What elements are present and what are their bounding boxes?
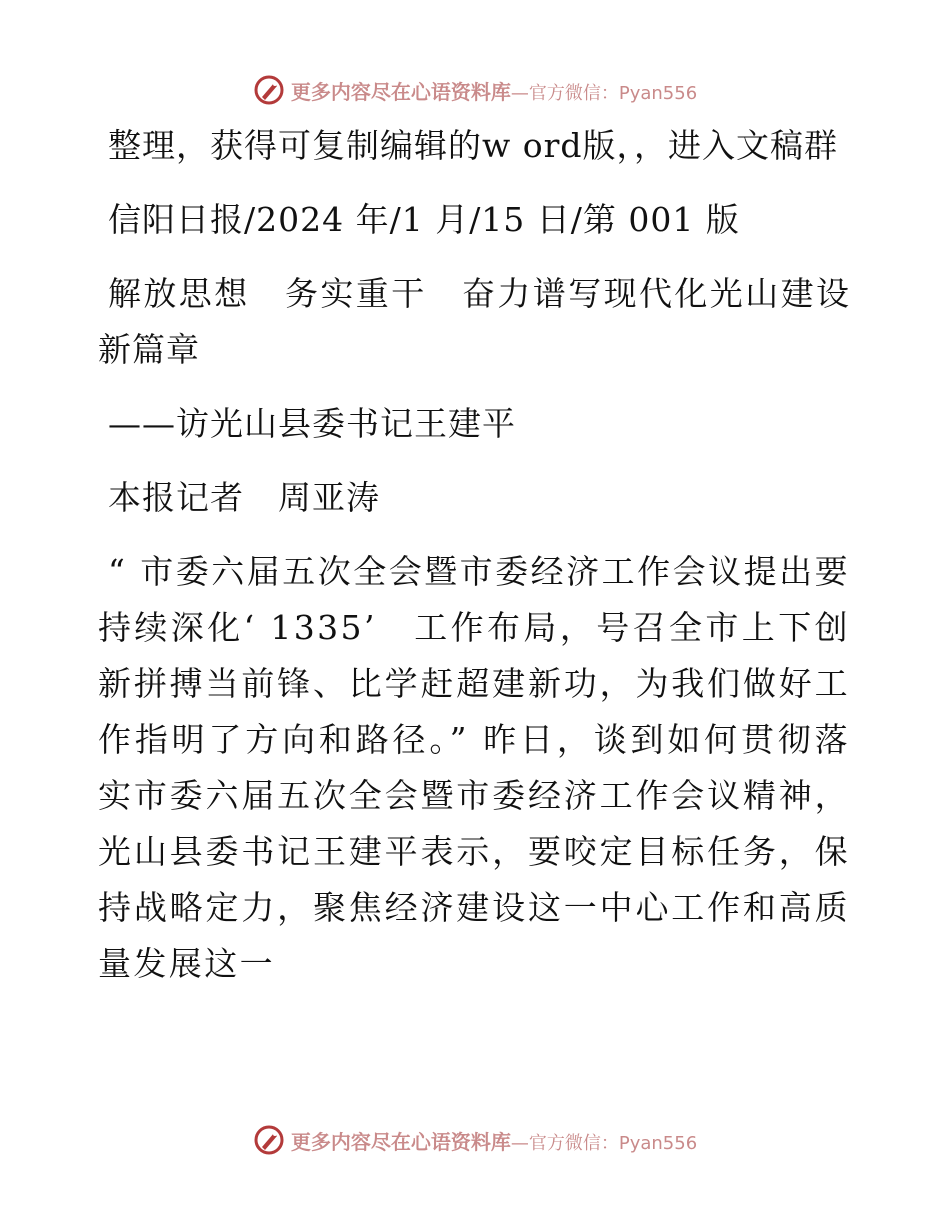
watermark-contact: —官方微信：Pyan556 <box>510 82 698 104</box>
intro-paragraph: 整理，获得可复制编辑的w ord版，，进入文稿群 <box>108 126 839 165</box>
document-body <box>98 118 850 1010</box>
pen-seal-icon <box>253 1124 285 1156</box>
watermark-text: 更多内容尽在心语资料库—官方微信：Pyan556 <box>290 79 698 104</box>
pen-seal-icon <box>253 74 285 106</box>
watermark-text: 更多内容尽在心语资料库—官方微信：Pyan556 <box>290 1129 698 1154</box>
article-byline: 本报记者 周亚涛 <box>108 478 380 517</box>
article-headline: 解放思想 务实重干 奋力谱写现代化光山建设新篇章 <box>98 274 850 369</box>
footer-watermark <box>0 1120 950 1160</box>
watermark-contact: —官方微信：Pyan556 <box>510 1132 698 1154</box>
article-body: “ 市委六届五次全会暨市委经济工作会议提出要持续深化‘ 1335’ 工作布局，号召全市上下创新拼搏当前锋、比学赶超建新功，为我们做好工作指明了方向和路径。” 昨日，谈到如何贯彻落实市委六届五次全会暨市委经济工作会议精神，光山县委书记王建平表示，要咬定目标任务，保持战略定力，聚焦经济建设这一中心工作和高质量发展这一 <box>98 552 850 983</box>
article-subheadline: ——访光山县委书记王建平 <box>108 404 516 443</box>
source-line: 信阳日报/2024 年/1 月/15 日/第 001 版 <box>108 200 740 239</box>
header-watermark <box>0 70 950 110</box>
